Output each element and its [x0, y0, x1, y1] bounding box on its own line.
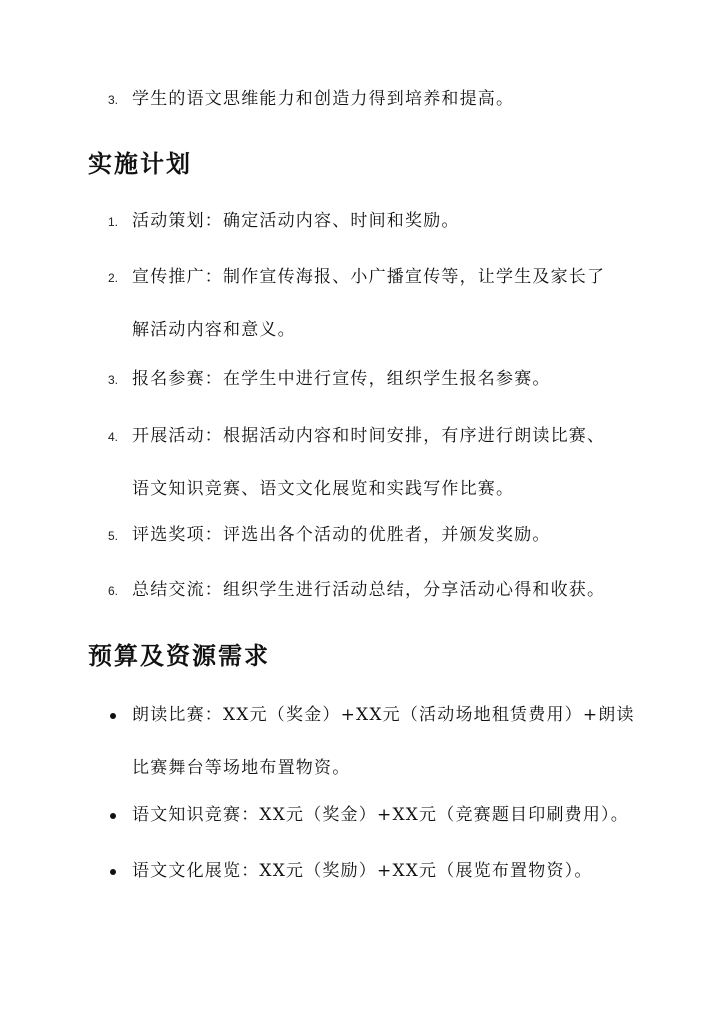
list-item-text: 语文文化展览：XX元（奖励）+XX元（展览布置物资）。 — [132, 861, 593, 881]
list-item-text: 宣传推广：制作宣传海报、小广播宣传等，让学生及家长了 — [132, 267, 606, 287]
list-item-text: 开展活动：根据活动内容和时间安排，有序进行朗读比赛、 — [132, 426, 606, 446]
list-item — [108, 410, 648, 516]
list-item-text: 报名参赛：在学生中进行宣传，组织学生报名参赛。 — [132, 369, 551, 389]
list-item — [108, 845, 648, 898]
bullet-dot-icon — [110, 713, 116, 719]
list-item-text: 语文知识竞赛：XX元（奖金）+XX元（竞赛题目印刷费用）。 — [132, 805, 629, 825]
section-heading-budget: 预算及资源需求 — [88, 641, 270, 670]
list-item-text: 活动策划：确定活动内容、时间和奖励。 — [132, 211, 460, 231]
bullet-dot-icon — [110, 869, 116, 875]
bullet-dot-icon — [110, 813, 116, 819]
list-item-text-continued: 语文知识竞赛、语文文化展览和实践写作比赛。 — [132, 479, 515, 499]
list-item — [108, 251, 648, 357]
list-item — [108, 564, 648, 617]
section-heading-plan: 实施计划 — [88, 149, 192, 178]
list-item — [108, 509, 648, 562]
list-item — [108, 689, 648, 795]
list-number: 2. — [108, 271, 119, 285]
list-number: 3. — [108, 373, 119, 387]
list-item — [108, 353, 648, 406]
list-item-text: 学生的语文思维能力和创造力得到培养和提高。 — [132, 89, 515, 109]
list-number: 5. — [108, 529, 119, 543]
list-number: 3. — [108, 93, 119, 107]
list-item-text: 朗读比赛：XX元（奖金）+XX元（活动场地租赁费用）+朗读 — [132, 705, 635, 725]
list-item-text: 总结交流：组织学生进行活动总结，分享活动心得和收获。 — [132, 580, 606, 600]
list-item-text: 评选奖项：评选出各个活动的优胜者，并颁发奖励。 — [132, 525, 551, 545]
list-number: 4. — [108, 430, 119, 444]
list-number: 6. — [108, 584, 119, 598]
list-item — [108, 73, 648, 126]
list-number: 1. — [108, 215, 119, 229]
list-item-text-continued: 比赛舞台等场地布置物资。 — [132, 758, 351, 778]
list-item — [108, 195, 648, 248]
list-item-text-continued: 解活动内容和意义。 — [132, 320, 296, 340]
list-item — [108, 789, 648, 842]
